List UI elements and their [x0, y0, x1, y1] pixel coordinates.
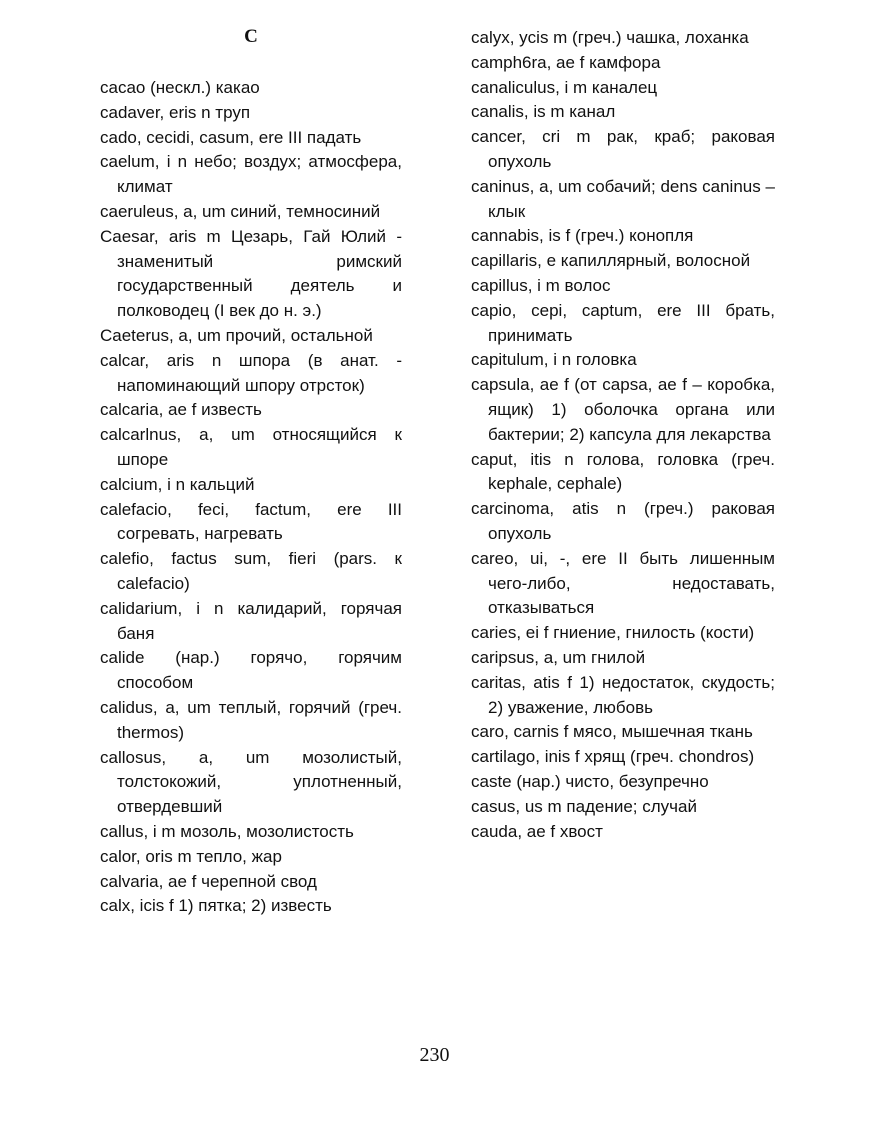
dictionary-entry: carcinoma, atis n (греч.) раковая опухоль [471, 499, 775, 543]
dictionary-entry: calcaria, ae f известь [100, 400, 262, 420]
dictionary-entry: capitulum, i n головка [471, 350, 637, 370]
dictionary-entry: cauda, ae f хвост [471, 821, 603, 841]
dictionary-entry: callus, i m мозоль, мозолистость [100, 821, 354, 841]
dictionary-entry: caries, ei f гниение, гнилость (кости) [471, 623, 755, 643]
dictionary-entry: Caeterus, a, um прочий, остальной [100, 325, 373, 345]
dictionary-entry: calyx, ycis m (греч.) чашка, лоханка [471, 28, 749, 47]
dictionary-entry: casus, us m падение; случай [471, 796, 697, 816]
dictionary-entry: cadaver, eris n труп [100, 102, 251, 122]
dictionary-entry: caelum, i n небо; воздух; атмосфера, климат [100, 152, 402, 197]
dictionary-entry: caro, carnis f мясо, мышечная ткань [471, 722, 753, 742]
dictionary-entry: calcar, aris n шпора (в анат. - напоминающий шпору отрсток) [100, 350, 402, 395]
dictionary-entry: caste (нар.) чисто, безупречно [471, 771, 709, 791]
dictionary-entry: cannabis, is f (греч.) конопля [471, 226, 694, 246]
dictionary-entry: calide (нар.) горячо, горячим способом [100, 648, 402, 693]
dictionary-entry: canalis, is m канал [471, 102, 616, 122]
dictionary-entry: Caesar, aris m Цезарь, Гай Юлий - знаменитый римский государственный деятель и полководец (I век до н. э.) [100, 226, 402, 321]
dictionary-entry: cado, cecidi, casum, ere III падать [100, 127, 362, 147]
dictionary-entry: caput, itis n голова, головка (греч. kephale, cephale) [471, 449, 775, 494]
dictionary-entry: cartilago, inis f хрящ (греч. chondros) [471, 747, 755, 767]
dictionary-entry: calcium, i n кальций [100, 474, 255, 494]
dictionary-entry: calcarlnus, a, um относящийся к шпоре [100, 425, 402, 469]
dictionary-entry: calor, oris m тепло, жар [100, 846, 282, 866]
right-column [471, 26, 775, 844]
dictionary-entry: camph6ra, ae f камфора [471, 52, 661, 72]
dictionary-entry: capillus, i m волос [471, 275, 611, 295]
dictionary-entry: canaliculus, i m каналец [471, 77, 658, 97]
dictionary-entry: calidarium, i n калидарий, горячая баня [100, 598, 402, 643]
page-number: 230 [419, 1044, 450, 1066]
dictionary-entry: caninus, a, um собачий; dens caninus – клык [471, 176, 775, 221]
dictionary-entry: calvaria, ae f черепной свод [100, 871, 317, 891]
dictionary-entry: caritas, atis f 1) недостаток, скудость; 2) уважение, любовь [471, 672, 775, 717]
dictionary-entry: cancer, cri m рак, краб; раковая опухоль [471, 127, 775, 171]
dictionary-entry: caeruleus, a, um синий, темносиний [100, 201, 381, 221]
dictionary-entry: calefio, factus sum, fieri (pars. к calefacio) [100, 549, 402, 593]
dictionary-entry: callosus, a, um мозолистый, толстокожий, уплотненный, отвердевший [100, 747, 402, 817]
dictionary-entry: capsula, ae f (от capsa, ae f – коробка, ящик) 1) оболочка органа или бактерии; 2) капсула для лекарства [471, 375, 775, 444]
dictionary-entry: careo, ui, -, ere II быть лишенным чего-либо, недоставать, отказываться [471, 548, 775, 618]
dictionary-entry: caripsus, a, um гнилой [471, 647, 646, 667]
section-letter: C [244, 26, 258, 47]
dictionary-entry: cacao (нескл.) какао [100, 78, 260, 97]
dictionary-entry: capio, cepi, captum, ere III брать, принимать [471, 300, 775, 345]
left-column [100, 76, 402, 919]
dictionary-entry: calidus, a, um теплый, горячий (греч. thermos) [100, 697, 402, 742]
dictionary-entry: capillaris, e капиллярный, волосной [471, 251, 751, 271]
dictionary-entry: calefacio, feci, factum, ere III согревать, нагревать [100, 499, 402, 544]
dictionary-entry: calx, icis f 1) пятка; 2) известь [100, 896, 332, 916]
